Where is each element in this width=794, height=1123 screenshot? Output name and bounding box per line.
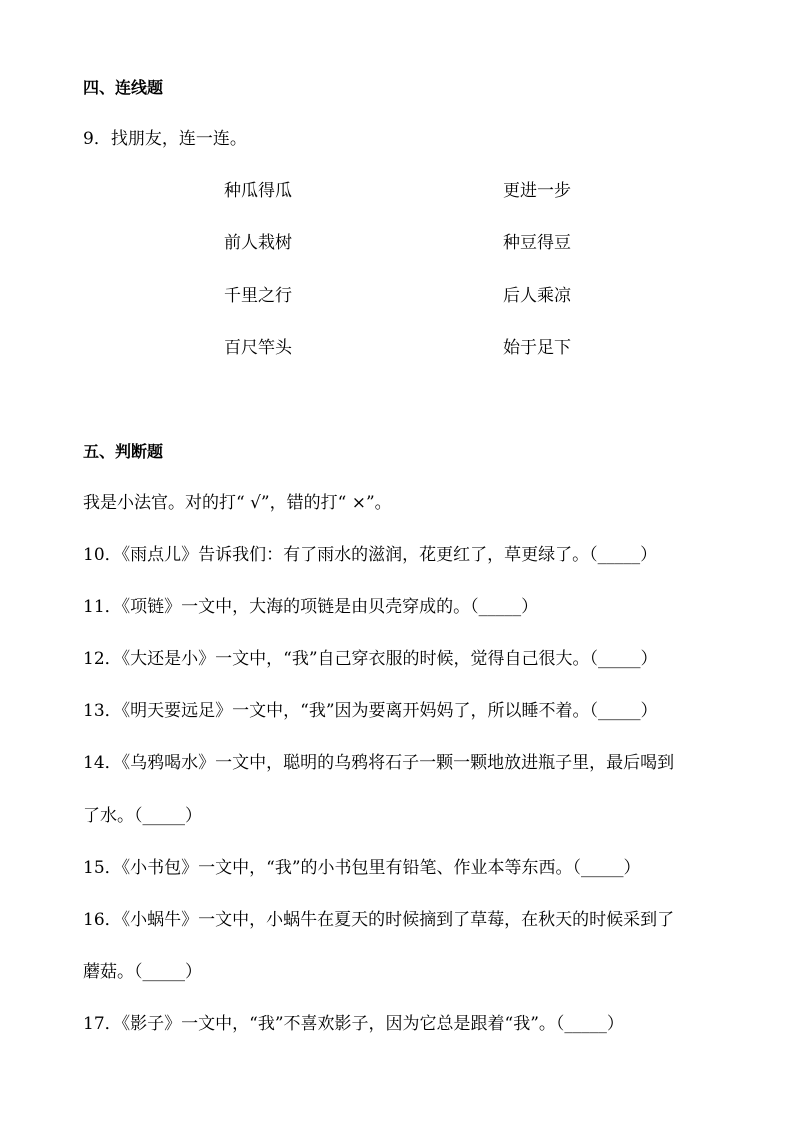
question-9-prompt: 9．找朋友，连一连。 [83,129,247,149]
judgment-item-continued[interactable]: 蘑菇。（_____） [83,962,202,982]
judgment-item[interactable]: 17．《影子》一文中，“我”不喜欢影子，因为它总是跟着“我”。（_____） [83,1014,624,1034]
judgment-item[interactable]: 11．《项链》一文中，大海的项链是由贝壳穿成的。（_____） [83,597,539,617]
judgment-item[interactable]: 10．《雨点儿》告诉我们：有了雨水的滋润，花更红了，草更绿了。（_____） [83,545,658,565]
matching-left-item[interactable]: 千里之行 [224,286,292,306]
judgment-item[interactable]: 13．《明天要远足》一文中，“我”因为要离开妈妈了，所以睡不着。（_____） [83,701,658,721]
matching-right-item[interactable]: 始于足下 [503,338,571,358]
matching-right-item[interactable]: 更进一步 [503,181,571,201]
section-4-heading: 四、连线题 [83,78,164,97]
section-5-heading: 五、判断题 [83,442,164,461]
matching-left-item[interactable]: 前人栽树 [224,233,292,253]
matching-left-item[interactable]: 百尺竿头 [224,338,292,358]
judgment-item[interactable]: 12．《大还是小》一文中，“我”自己穿衣服的时候，觉得自己很大。（_____） [83,649,658,669]
section-5-instructions: 我是小法官。对的打“ √”，错的打“ ×”。 [83,493,392,513]
judgment-item: 14．《乌鸦喝水》一文中，聪明的乌鸦将石子一颗一颗地放进瓶子里，最后喝到 [83,753,675,773]
matching-right-item[interactable]: 后人乘凉 [503,286,571,306]
judgment-item[interactable]: 15．《小书包》一文中，“我”的小书包里有铅笔、作业本等东西。（_____） [83,858,641,878]
judgment-item-continued[interactable]: 了水。（_____） [83,806,202,826]
judgment-item: 16．《小蜗牛》一文中，小蜗牛在夏天的时候摘到了草莓，在秋天的时候采到了 [83,910,675,930]
matching-left-item[interactable]: 种瓜得瓜 [224,181,292,201]
matching-right-item[interactable]: 种豆得豆 [503,233,571,253]
